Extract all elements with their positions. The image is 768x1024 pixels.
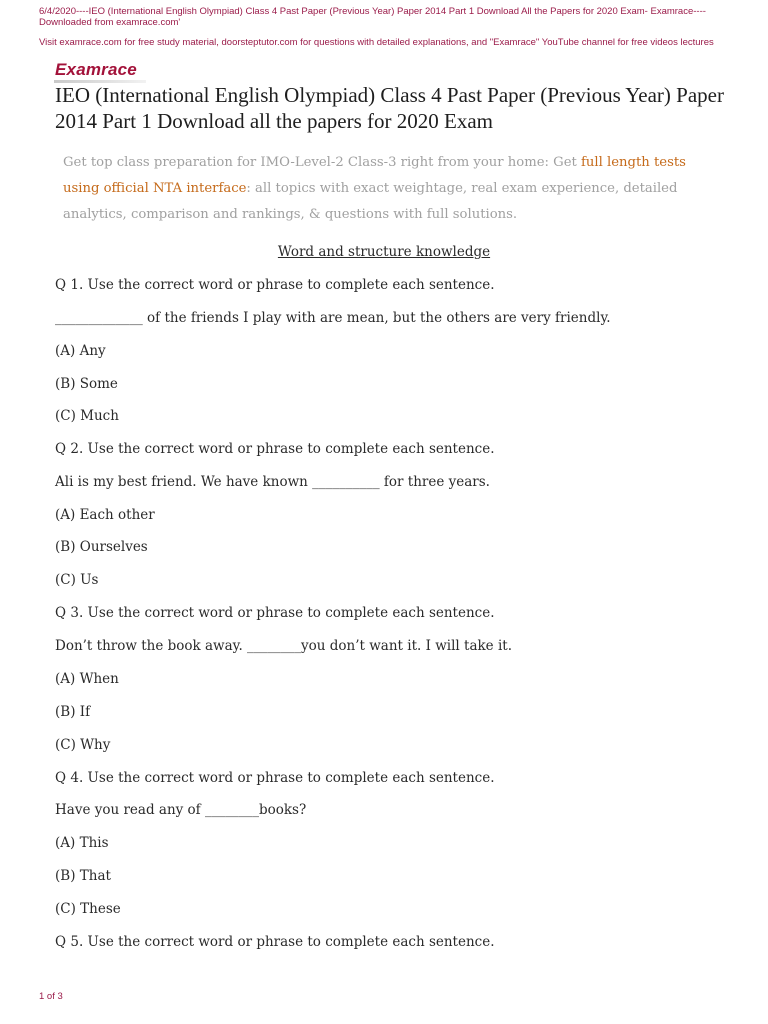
question-sentence: Have you read any of ________books? [55, 802, 307, 818]
question-text: Q 4. Use the correct word or phrase to complete each sentence. [55, 770, 495, 786]
promo-post: : all topics with exact weightage, real exam experience, detailed analytics, comparison and rankings, & questions with full solutions. [63, 181, 678, 222]
answer-option: (C) Much [55, 408, 119, 424]
page-number: 1 of 3 [39, 991, 63, 1002]
answer-option: (C) Us [55, 572, 99, 588]
question-sentence: Don’t throw the book away. ________you don’t want it. I will take it. [55, 638, 512, 654]
question-text: Q 3. Use the correct word or phrase to complete each sentence. [55, 605, 495, 621]
answer-option: (B) Ourselves [55, 539, 148, 555]
answer-option: (B) If [55, 704, 91, 720]
section-title: Word and structure knowledge [277, 244, 491, 260]
answer-option: (C) Why [55, 737, 111, 753]
answer-option: (B) Some [55, 376, 118, 392]
promo-text [63, 150, 723, 228]
question-text: Q 1. Use the correct word or phrase to complete each sentence. [55, 277, 495, 293]
answer-option: (A) Each other [55, 507, 155, 523]
print-header: 6/4/2020----IEO (International English Olympiad) Class 4 Past Paper (Previous Year) Paper 2014 Part 1 Download All the Papers for 2020 Exam- Examrace----Downloaded from examrace.com' [39, 6, 706, 28]
answer-option: (C) These [55, 901, 121, 917]
visit-note: Visit examrace.com for free study material, doorsteptutor.com for questions with detailed explanations, and "Examrace" YouTube channel for free videos lectures [39, 37, 714, 48]
answer-option: (A) When [55, 671, 119, 687]
question-sentence: _____________ of the friends I play with are mean, but the others are very friendly. [55, 310, 611, 326]
question-text: Q 5. Use the correct word or phrase to complete each sentence. [55, 934, 495, 950]
answer-option: (A) This [55, 835, 109, 851]
promo-pre: Get top class preparation for IMO-Level-2 Class-3 right from your home: Get [63, 155, 582, 170]
answer-option: (A) Any [55, 343, 106, 359]
answer-option: (B) That [55, 868, 111, 884]
page-title: IEO (International English Olympiad) Class 4 Past Paper (Previous Year) Paper 2014 Part 1 Download all the papers for 2020 Exam [55, 83, 724, 133]
promo-link[interactable]: full length tests using official NTA interface [63, 155, 686, 196]
examrace-logo: Examrace [55, 60, 137, 79]
question-text: Q 2. Use the correct word or phrase to complete each sentence. [55, 441, 495, 457]
question-sentence: Ali is my best friend. We have known __________ for three years. [55, 474, 490, 490]
